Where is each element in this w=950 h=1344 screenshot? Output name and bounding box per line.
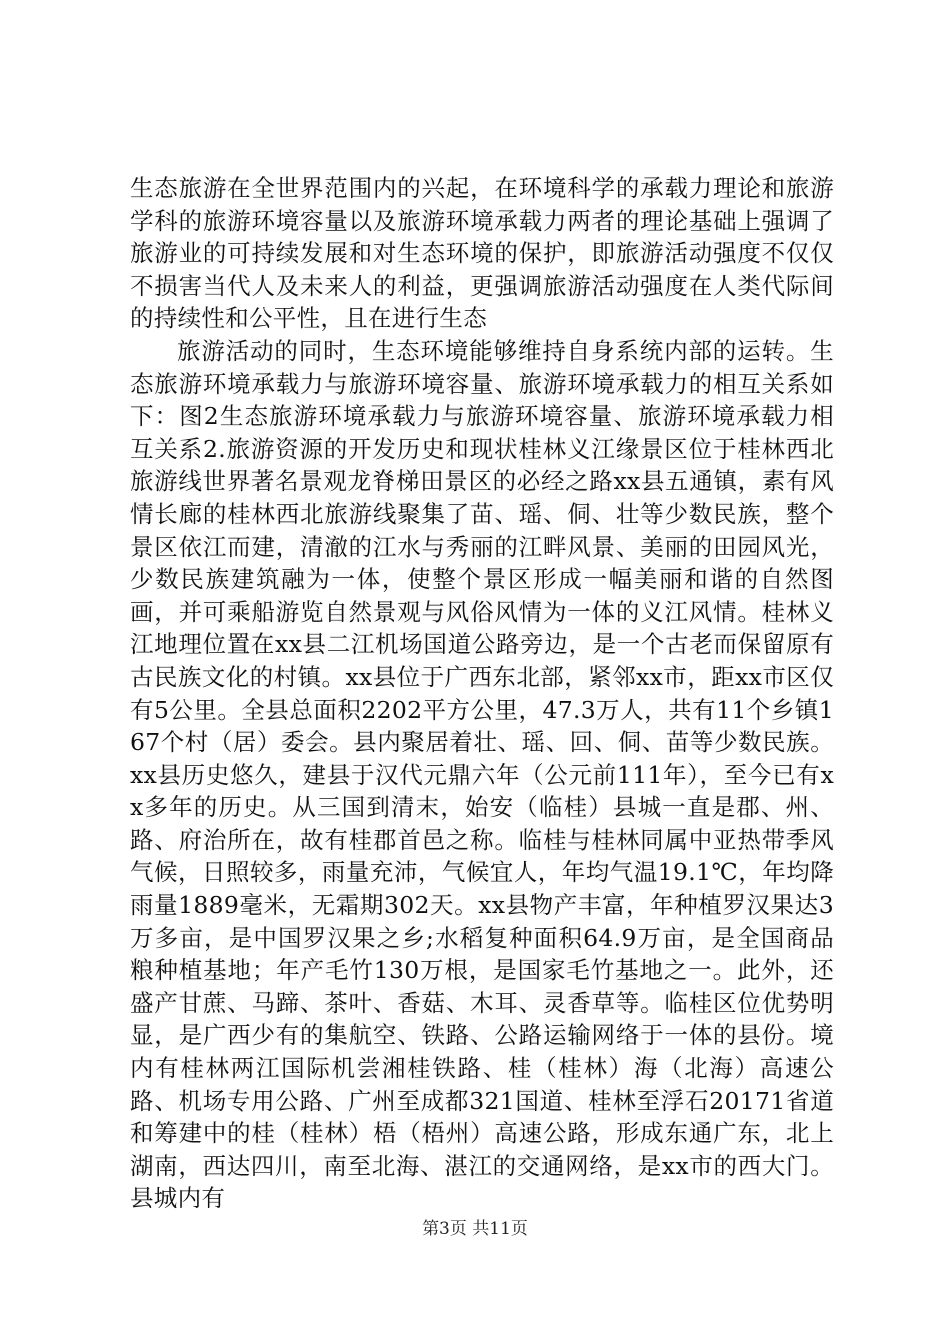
document-body bbox=[130, 172, 834, 1215]
page-number-footer: 第3页 共11页 bbox=[422, 1219, 528, 1239]
paragraph-2: 旅游活动的同时，生态环境能够维持自身系统内部的运转。生态旅游环境承载力与旅游环境容量、旅游环境承载力的相互关系如下：图2生态旅游环境承载力与旅游环境容量、旅游环境承载力相互关系2.旅游资源的开发历史和现状桂林义江缘景区位于桂林西北旅游线世界著名景观龙脊梯田景区的必经之路xx县五通镇，素有风情长廊的桂林西北旅游线聚集了苗、瑶、侗、壮等少数民族，整个景区依江而建，清澈的江水与秀丽的江畔风景、美丽的田园风光，少数民族建筑融为一体，使整个景区形成一幅美丽和谐的自然图画，并可乘船游览自然景观与风俗风情为一体的义江风情。桂林义江地理位置在xx县二江机场国道公路旁边，是一个古老而保留原有古民族文化的村镇。xx县位于广西东北部，紧邻xx市，距xx市区仅有5公里。全县总面积2202平方公里，47.3万人，共有11个乡镇167个村（居）委会。县内聚居着壮、瑶、回、侗、苗等少数民族。xx县历史悠久，建县于汉代元鼎六年（公元前111年），至今已有xx多年的历史。从三国到清末，始安（临桂）县城一直是郡、州、路、府治所在，故有桂郡首邑之称。临桂与桂林同属中亚热带季风气候，日照较多，雨量充沛，气候宜人，年均气温19.1℃，年均降雨量1889毫米，无霜期302天。xx县物产丰富，年种植罗汉果达3万多亩，是中国罗汉果之乡;水稻复种面积64.9万亩，是全国商品粮种植基地；年产毛竹130万根，是国家毛竹基地之一。此外，还盛产甘蔗、马蹄、茶叶、香菇、木耳、灵香草等。临桂区位优势明显，是广西少有的集航空、铁路、公路运输网络于一体的县份。境内有桂林两江国际机尝湘桂铁路、桂（桂林）海（北海）高速公路、机场专用公路、广州至成都321国道、桂林至浮石20171省道和筹建中的桂（桂林）梧（梧州）高速公路，形成东通广东，北上湖南，西达四川，南至北海、湛江的交通网络，是xx市的西大门。县城内有 bbox=[130, 336, 834, 1213]
paragraph-1: 生态旅游在全世界范围内的兴起，在环境科学的承载力理论和旅游学科的旅游环境容量以及旅游环境承载力两者的理论基础上强调了旅游业的可持续发展和对生态环境的保护，即旅游活动强度不仅仅不损害当代人及未来人的利益，更强调旅游活动强度在人类代际间的持续性和公平性，且在进行生态 bbox=[130, 174, 834, 333]
